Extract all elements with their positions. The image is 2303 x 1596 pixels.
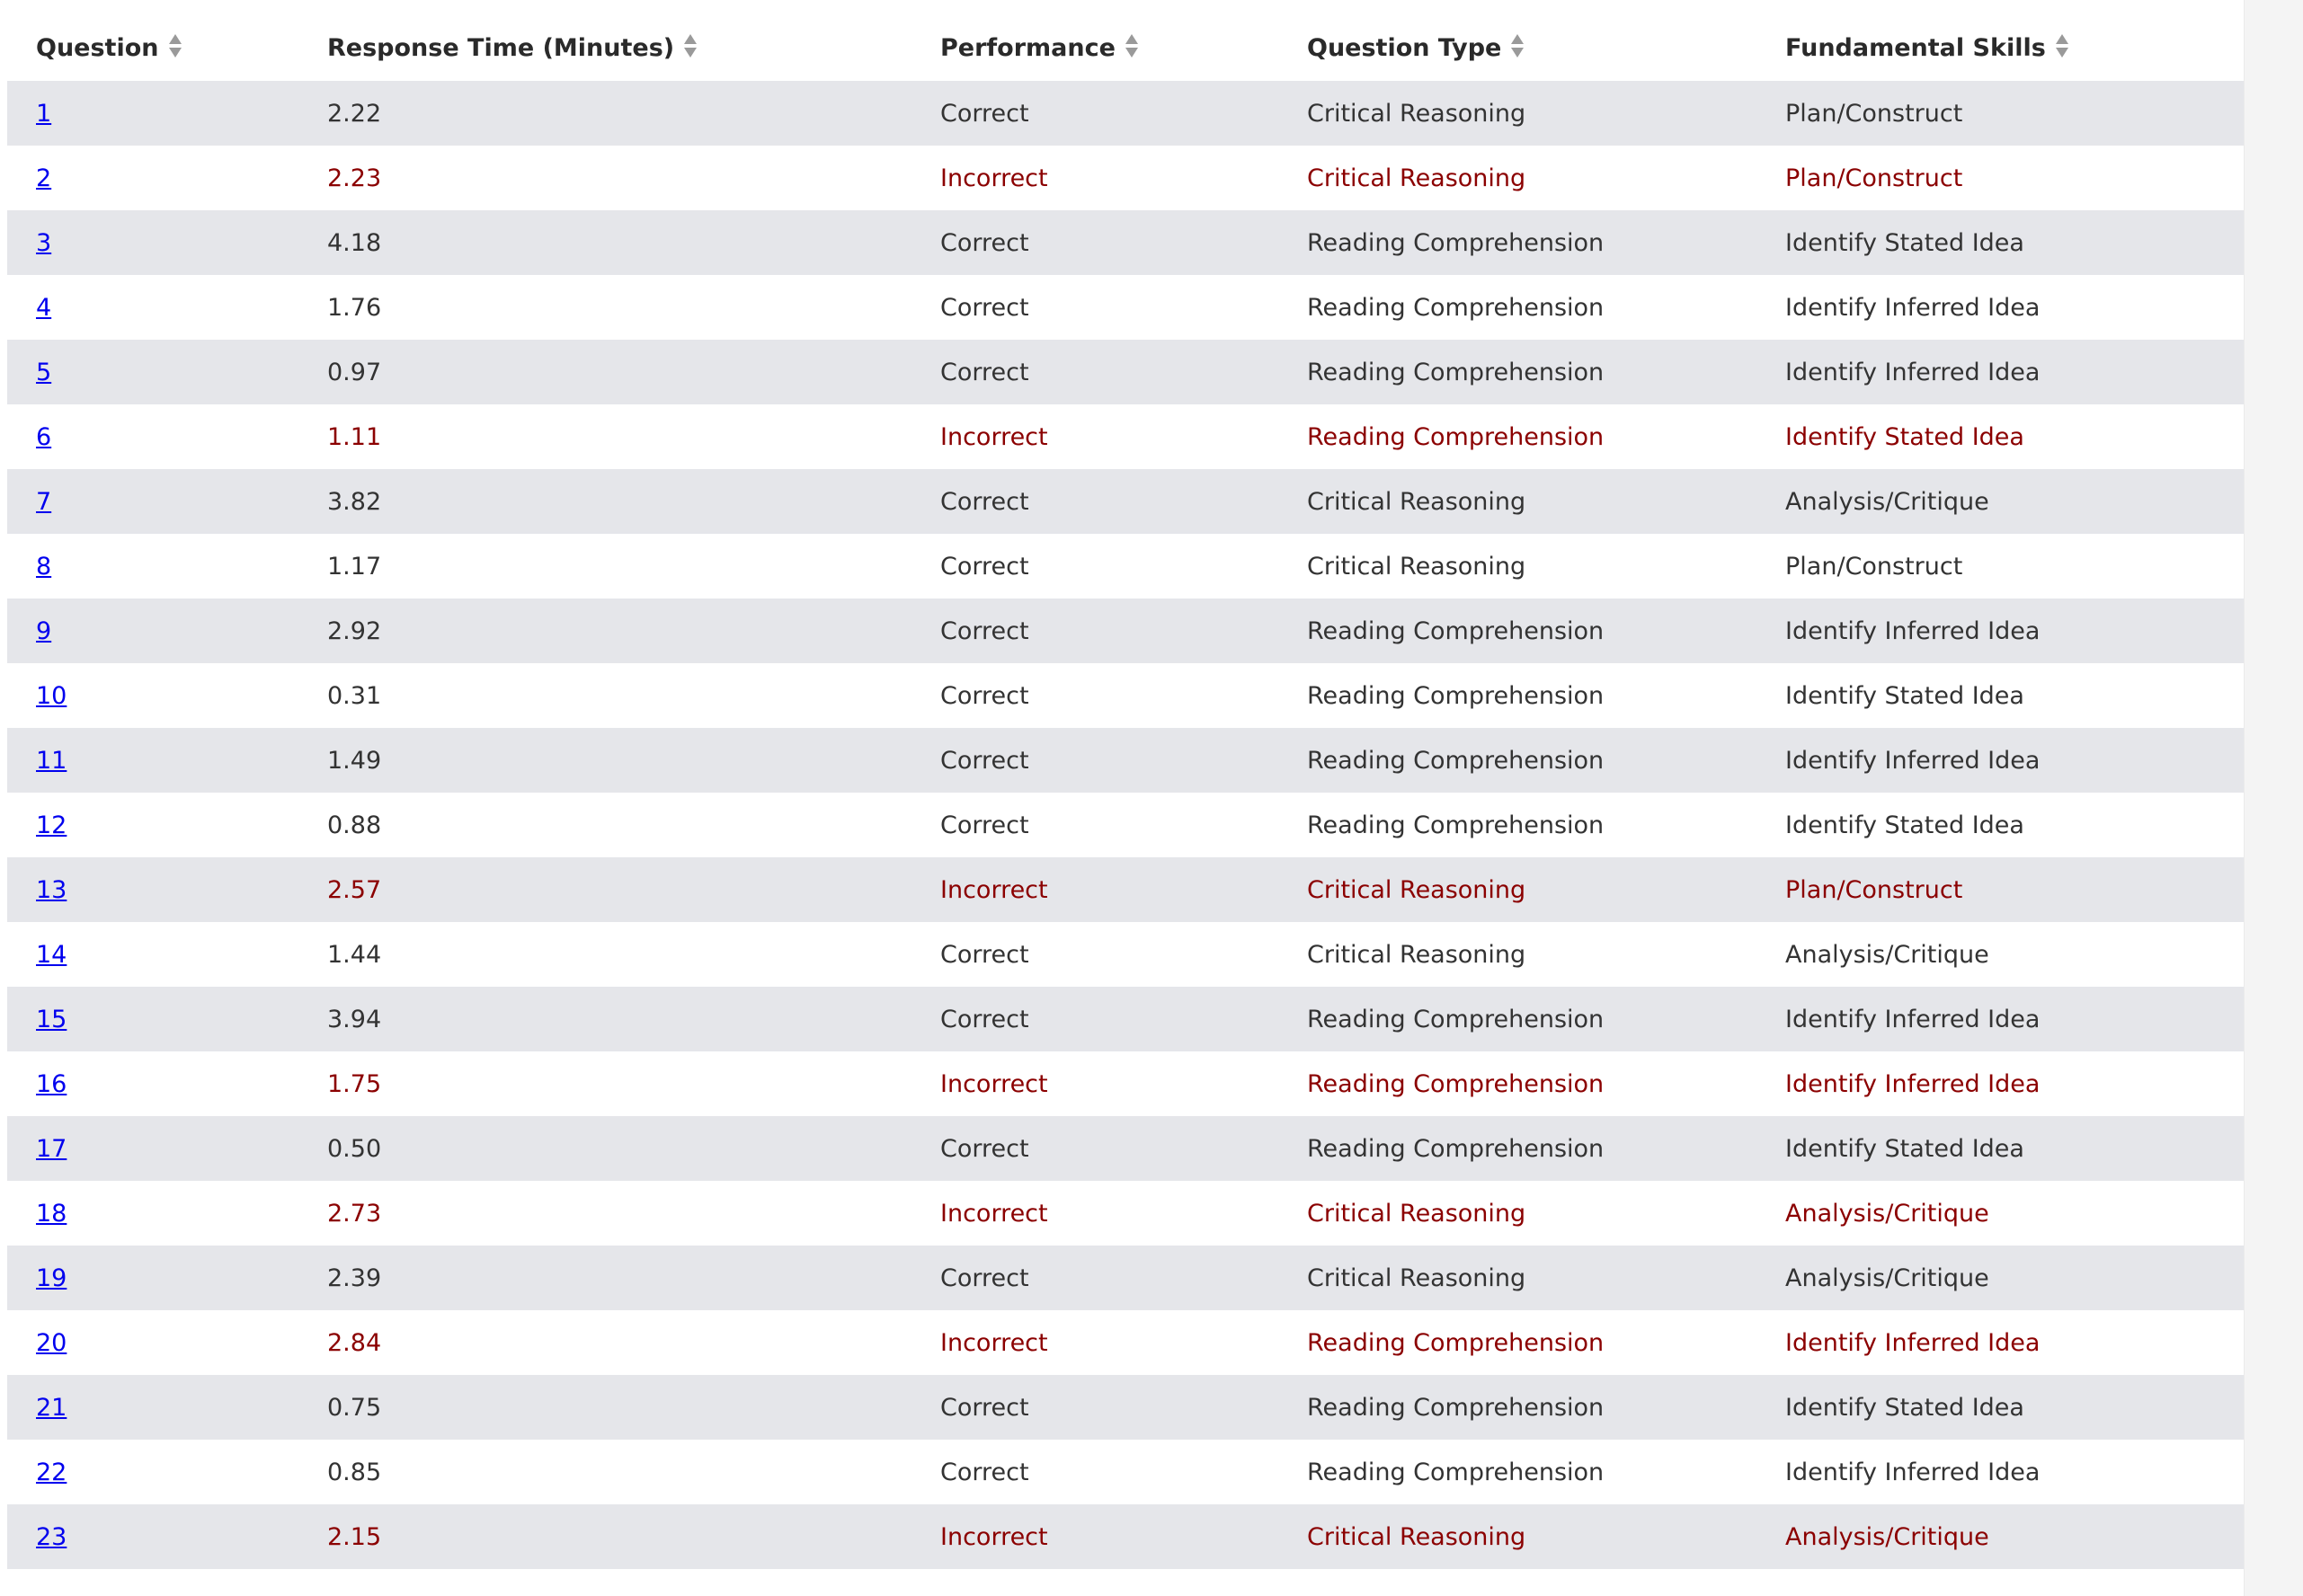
fundamental-skill-cell: Identify Stated Idea — [1756, 663, 2244, 728]
question-link[interactable]: 23 — [36, 1522, 67, 1551]
question-link[interactable]: 13 — [36, 875, 67, 904]
response-time-cell: 0.85 — [298, 1440, 911, 1504]
table-row — [7, 81, 2244, 146]
response-time-cell: 2.22 — [298, 81, 911, 146]
response-time-cell: 1.44 — [298, 922, 911, 987]
question-type-cell: Reading Comprehension — [1278, 1440, 1756, 1504]
fundamental-skill-cell: Analysis/Critique — [1756, 469, 2244, 534]
question-cell — [7, 534, 298, 598]
fundamental-skill-cell: Plan/Construct — [1756, 146, 2244, 210]
table-row — [7, 146, 2244, 210]
question-cell — [7, 728, 298, 793]
question-link[interactable]: 17 — [36, 1134, 67, 1163]
question-type-cell: Critical Reasoning — [1278, 469, 1756, 534]
question-type-cell: Reading Comprehension — [1278, 1375, 1756, 1440]
performance-cell: Correct — [911, 1246, 1278, 1310]
question-cell — [7, 922, 298, 987]
table-row — [7, 1440, 2244, 1504]
question-cell — [7, 1440, 298, 1504]
header-response-time[interactable] — [298, 16, 911, 81]
performance-cell: Correct — [911, 987, 1278, 1051]
question-type-cell: Reading Comprehension — [1278, 598, 1756, 663]
fundamental-skill-cell: Identify Stated Idea — [1756, 210, 2244, 275]
performance-cell: Correct — [911, 340, 1278, 404]
question-type-cell: Critical Reasoning — [1278, 857, 1756, 922]
question-link[interactable]: 19 — [36, 1264, 67, 1292]
question-type-cell: Critical Reasoning — [1278, 146, 1756, 210]
question-link[interactable]: 16 — [36, 1069, 67, 1098]
header-label: Response Time (Minutes) — [327, 33, 675, 62]
question-cell — [7, 1181, 298, 1246]
performance-cell: Correct — [911, 534, 1278, 598]
response-time-cell: 0.97 — [298, 340, 911, 404]
header-fundamental-skills[interactable] — [1756, 16, 2244, 81]
response-time-cell: 2.57 — [298, 857, 911, 922]
performance-cell: Correct — [911, 469, 1278, 534]
question-type-cell: Reading Comprehension — [1278, 404, 1756, 469]
response-time-cell: 2.39 — [298, 1246, 911, 1310]
question-cell — [7, 275, 298, 340]
fundamental-skill-cell: Analysis/Critique — [1756, 1181, 2244, 1246]
performance-cell: Correct — [911, 922, 1278, 987]
fundamental-skill-cell: Identify Inferred Idea — [1756, 728, 2244, 793]
question-type-cell: Reading Comprehension — [1278, 340, 1756, 404]
fundamental-skill-cell: Identify Inferred Idea — [1756, 275, 2244, 340]
table-row — [7, 987, 2244, 1051]
question-type-cell: Critical Reasoning — [1278, 534, 1756, 598]
table-row — [7, 1310, 2244, 1375]
question-cell — [7, 793, 298, 857]
question-type-cell: Critical Reasoning — [1278, 1504, 1756, 1569]
fundamental-skill-cell: Identify Stated Idea — [1756, 793, 2244, 857]
response-time-cell: 1.76 — [298, 275, 911, 340]
question-link[interactable]: 22 — [36, 1458, 67, 1486]
table-row — [7, 598, 2244, 663]
question-type-cell: Reading Comprehension — [1278, 210, 1756, 275]
performance-cell: Correct — [911, 275, 1278, 340]
table-row — [7, 469, 2244, 534]
header-performance[interactable] — [911, 16, 1278, 81]
table-row — [7, 1116, 2244, 1181]
question-link[interactable]: 20 — [36, 1328, 67, 1357]
sort-updown-icon[interactable] — [2055, 32, 2069, 66]
question-cell — [7, 598, 298, 663]
table-row — [7, 1504, 2244, 1569]
performance-cell: Incorrect — [911, 1051, 1278, 1116]
question-link[interactable]: 10 — [36, 681, 67, 710]
response-time-cell: 1.11 — [298, 404, 911, 469]
performance-cell: Correct — [911, 598, 1278, 663]
question-cell — [7, 210, 298, 275]
table-row — [7, 275, 2244, 340]
response-time-cell: 2.84 — [298, 1310, 911, 1375]
fundamental-skill-cell: Identify Stated Idea — [1756, 1375, 2244, 1440]
sort-updown-icon[interactable] — [1510, 32, 1525, 66]
table-row — [7, 1181, 2244, 1246]
question-link[interactable]: 9 — [36, 616, 52, 645]
question-cell — [7, 663, 298, 728]
question-link[interactable]: 21 — [36, 1393, 67, 1422]
table-header-row — [7, 16, 2244, 81]
sort-updown-icon[interactable] — [168, 32, 182, 66]
response-time-cell: 0.50 — [298, 1116, 911, 1181]
table-row — [7, 1246, 2244, 1310]
question-link[interactable]: 11 — [36, 746, 67, 775]
response-time-cell: 1.17 — [298, 534, 911, 598]
fundamental-skill-cell: Analysis/Critique — [1756, 1504, 2244, 1569]
table-row — [7, 340, 2244, 404]
question-link[interactable]: 1 — [36, 99, 52, 128]
performance-cell: Correct — [911, 728, 1278, 793]
question-link[interactable]: 2 — [36, 164, 52, 192]
question-cell — [7, 857, 298, 922]
question-type-cell: Reading Comprehension — [1278, 728, 1756, 793]
question-cell — [7, 340, 298, 404]
table-row — [7, 534, 2244, 598]
response-time-cell: 2.15 — [298, 1504, 911, 1569]
table-body — [7, 81, 2244, 1569]
table-row — [7, 210, 2244, 275]
performance-cell: Incorrect — [911, 146, 1278, 210]
question-type-cell: Reading Comprehension — [1278, 1116, 1756, 1181]
question-cell — [7, 81, 298, 146]
fundamental-skill-cell: Plan/Construct — [1756, 534, 2244, 598]
question-cell — [7, 1375, 298, 1440]
question-type-cell: Reading Comprehension — [1278, 275, 1756, 340]
response-time-cell: 3.94 — [298, 987, 911, 1051]
question-cell — [7, 1504, 298, 1569]
performance-cell: Correct — [911, 1116, 1278, 1181]
header-label: Fundamental Skills — [1785, 33, 2046, 62]
question-link[interactable]: 4 — [36, 293, 52, 322]
sort-updown-icon[interactable] — [683, 32, 698, 66]
question-cell — [7, 1310, 298, 1375]
header-label: Question — [36, 33, 159, 62]
question-cell — [7, 469, 298, 534]
response-time-cell: 4.18 — [298, 210, 911, 275]
question-link[interactable]: 7 — [36, 487, 52, 516]
performance-cell: Incorrect — [911, 1504, 1278, 1569]
response-time-cell: 2.92 — [298, 598, 911, 663]
question-link[interactable]: 3 — [36, 228, 52, 257]
header-question-type[interactable] — [1278, 16, 1756, 81]
table-row — [7, 1375, 2244, 1440]
question-type-cell: Critical Reasoning — [1278, 81, 1756, 146]
question-link[interactable]: 18 — [36, 1199, 67, 1228]
question-cell — [7, 146, 298, 210]
question-cell — [7, 1246, 298, 1310]
question-cell — [7, 1116, 298, 1181]
header-label: Question Type — [1307, 33, 1502, 62]
fundamental-skill-cell: Identify Inferred Idea — [1756, 340, 2244, 404]
table-row — [7, 857, 2244, 922]
question-type-cell: Critical Reasoning — [1278, 1246, 1756, 1310]
question-cell — [7, 404, 298, 469]
question-link[interactable]: 6 — [36, 422, 52, 451]
performance-cell: Correct — [911, 81, 1278, 146]
fundamental-skill-cell: Identify Inferred Idea — [1756, 987, 2244, 1051]
table-row — [7, 793, 2244, 857]
fundamental-skill-cell: Plan/Construct — [1756, 81, 2244, 146]
table-row — [7, 728, 2244, 793]
question-type-cell: Reading Comprehension — [1278, 1310, 1756, 1375]
response-time-cell: 1.49 — [298, 728, 911, 793]
question-type-cell: Reading Comprehension — [1278, 1051, 1756, 1116]
question-type-cell: Reading Comprehension — [1278, 663, 1756, 728]
question-link[interactable]: 12 — [36, 811, 67, 839]
results-table — [7, 16, 2244, 1569]
question-cell — [7, 1051, 298, 1116]
header-question[interactable] — [7, 16, 298, 81]
question-type-cell: Critical Reasoning — [1278, 922, 1756, 987]
performance-cell: Correct — [911, 793, 1278, 857]
question-type-cell: Reading Comprehension — [1278, 793, 1756, 857]
performance-cell: Correct — [911, 210, 1278, 275]
header-label: Performance — [940, 33, 1116, 62]
performance-cell: Incorrect — [911, 857, 1278, 922]
fundamental-skill-cell: Analysis/Critique — [1756, 1246, 2244, 1310]
performance-cell: Incorrect — [911, 404, 1278, 469]
fundamental-skill-cell: Identify Inferred Idea — [1756, 598, 2244, 663]
response-time-cell: 2.73 — [298, 1181, 911, 1246]
table-row — [7, 922, 2244, 987]
scrollbar-track[interactable] — [2244, 0, 2303, 1596]
table-row — [7, 404, 2244, 469]
sort-updown-icon[interactable] — [1125, 32, 1139, 66]
table-row — [7, 663, 2244, 728]
response-time-cell: 0.75 — [298, 1375, 911, 1440]
fundamental-skill-cell: Identify Stated Idea — [1756, 1116, 2244, 1181]
response-time-cell: 3.82 — [298, 469, 911, 534]
question-link[interactable]: 8 — [36, 552, 52, 581]
performance-cell: Correct — [911, 1440, 1278, 1504]
response-time-cell: 0.31 — [298, 663, 911, 728]
question-type-cell: Critical Reasoning — [1278, 1181, 1756, 1246]
table-row — [7, 1051, 2244, 1116]
fundamental-skill-cell: Analysis/Critique — [1756, 922, 2244, 987]
performance-cell: Incorrect — [911, 1310, 1278, 1375]
fundamental-skill-cell: Identify Stated Idea — [1756, 404, 2244, 469]
performance-cell: Correct — [911, 1375, 1278, 1440]
question-link[interactable]: 15 — [36, 1005, 67, 1033]
performance-cell: Correct — [911, 663, 1278, 728]
response-time-cell: 0.88 — [298, 793, 911, 857]
response-time-cell: 1.75 — [298, 1051, 911, 1116]
question-cell — [7, 987, 298, 1051]
question-link[interactable]: 5 — [36, 358, 52, 386]
question-link[interactable]: 14 — [36, 940, 67, 969]
fundamental-skill-cell: Identify Inferred Idea — [1756, 1440, 2244, 1504]
fundamental-skill-cell: Identify Inferred Idea — [1756, 1051, 2244, 1116]
response-time-cell: 2.23 — [298, 146, 911, 210]
performance-cell: Incorrect — [911, 1181, 1278, 1246]
fundamental-skill-cell: Plan/Construct — [1756, 857, 2244, 922]
fundamental-skill-cell: Identify Inferred Idea — [1756, 1310, 2244, 1375]
question-type-cell: Reading Comprehension — [1278, 987, 1756, 1051]
